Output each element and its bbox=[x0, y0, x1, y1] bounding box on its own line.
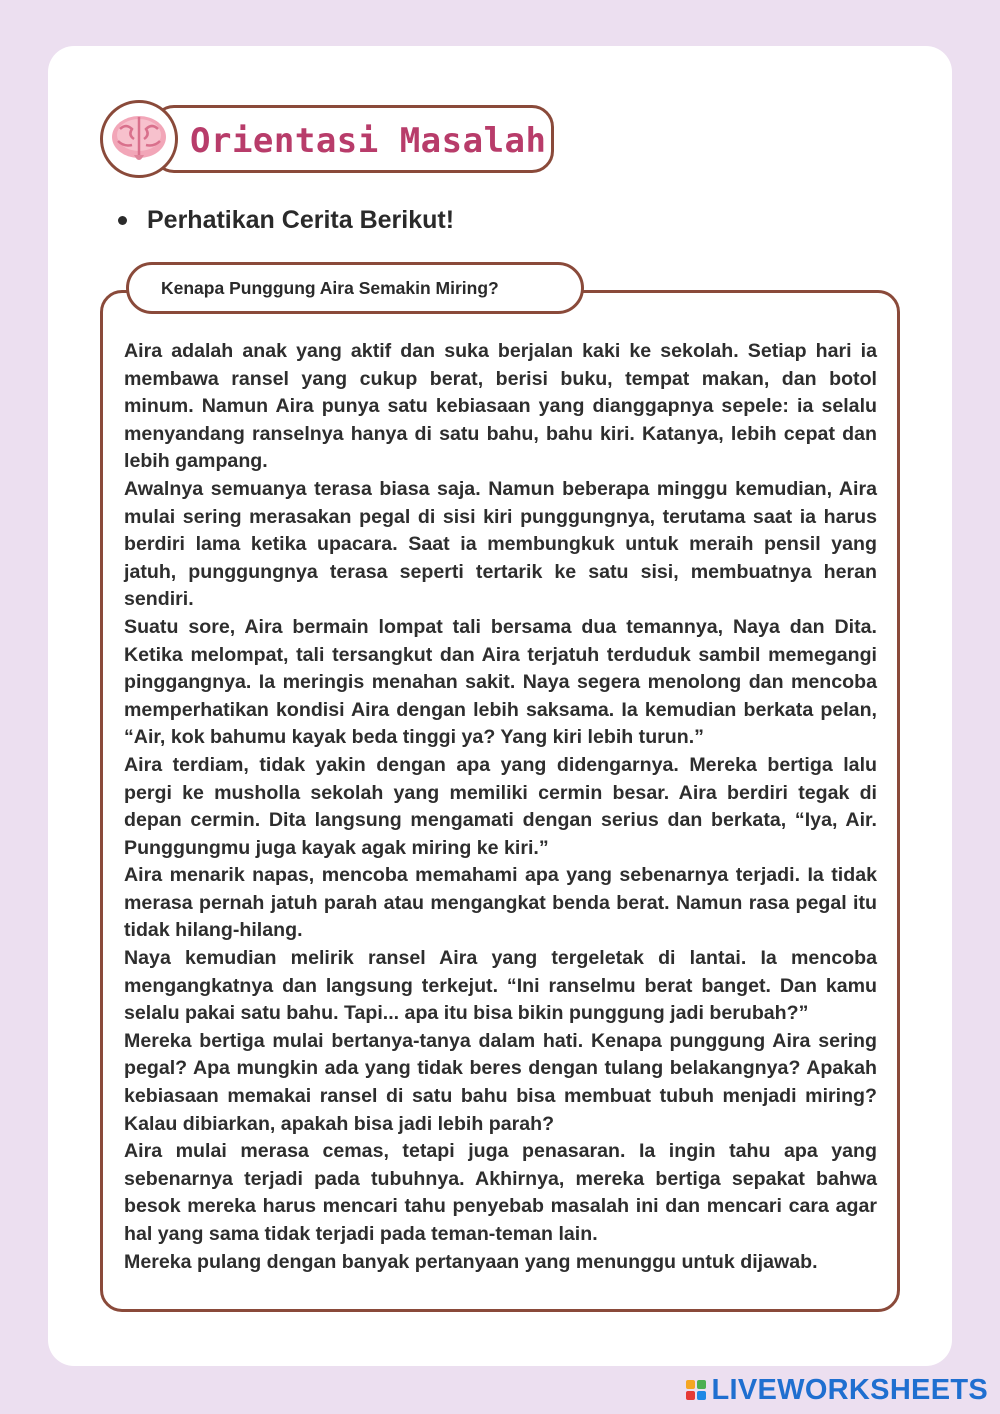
liveworksheets-logo bbox=[686, 1370, 989, 1410]
logo-text: LIVEWORKSHEETS bbox=[711, 1373, 988, 1406]
section-title: Orientasi Masalah bbox=[190, 121, 547, 161]
instruction-text: Perhatikan Cerita Berikut! bbox=[147, 205, 455, 234]
story-paragraph: Suatu sore, Aira bermain lompat tali bersama dua temannya, Naya dan Dita. Ketika melompat, tali tersangkut dan Aira terjatuh terduduk sambil memegangi pinggangnya. Ia meringis menahan sakit. Naya segera menolong dan mencoba memperhatikan kondisi Aira dengan lebih saksama. Ia kemudian berkata pelan, “Air, kok bahumu kayak beda tinggi ya? Yang kiri lebih turun.” bbox=[124, 615, 877, 749]
story-paragraph: Mereka pulang dengan banyak pertanyaan yang menunggu untuk dijawab. bbox=[124, 1250, 818, 1273]
story-title-tab bbox=[126, 262, 584, 314]
story-paragraph: Aira mulai merasa cemas, tetapi juga penasaran. Ia ingin tahu apa yang sebenarnya terjadi pada tubuhnya. Akhirnya, mereka bertiga sepakat bahwa besok mereka harus mencari tahu penyebab masalah ini dan mencari cara agar hal yang sama tidak terjadi pada teman-teman lain. bbox=[124, 1140, 877, 1245]
bullet-icon bbox=[118, 216, 127, 225]
story-title: Kenapa Punggung Aira Semakin Miring? bbox=[161, 277, 499, 298]
story-text bbox=[124, 338, 877, 1276]
story-paragraph: Aira adalah anak yang aktif dan suka berjalan kaki ke sekolah. Setiap hari ia membawa ransel yang cukup berat, berisi buku, tempat makan, dan botol minum. Namun Aira punya satu kebiasaan yang dianggapnya sepele: ia selalu menyandang ranselnya hanya di satu bahu, bahu kiri. Katanya, lebih cepat dan lebih gampang. bbox=[124, 340, 877, 473]
story-paragraph: Aira menarik napas, mencoba memahami apa yang sebenarnya terjadi. Ia tidak merasa pernah jatuh parah atau mengangkat benda berat. Namun rasa pegal itu tidak hilang-hilang. bbox=[124, 864, 877, 942]
brain-icon bbox=[100, 100, 178, 178]
story-paragraph: Aira terdiam, tidak yakin dengan apa yang didengarnya. Mereka bertiga lalu pergi ke musholla sekolah yang memiliki cermin besar. Aira berdiri tegak di depan cermin. Dita langsung mengamati dengan serius dan berkata, “Iya, Air. Punggungmu juga kayak agak miring ke kiri.” bbox=[124, 753, 877, 859]
logo-blocks-icon bbox=[686, 1380, 706, 1400]
story-paragraph: Mereka bertiga mulai bertanya-tanya dalam hati. Kenapa punggung Aira sering pegal? Apa mungkin ada yang tidak beres dengan tulang belakangnya? Apakah kebiasaan memakai ransel di satu bahu bisa membuat tubuh menjadi miring? Kalau dibiarkan, apakah bisa jadi lebih parah? bbox=[124, 1029, 877, 1135]
instruction bbox=[118, 200, 454, 240]
story-paragraph: Naya kemudian melirik ransel Aira yang tergeletak di lantai. Ia mencoba mengangkatnya dan langsung terkejut. “Ini ranselmu berat banget. Dan kamu selalu pakai satu bahu. Tapi... apa itu bisa bikin punggung jadi berubah?” bbox=[124, 947, 877, 1025]
story-paragraph: Awalnya semuanya terasa biasa saja. Namun beberapa minggu kemudian, Aira mulai sering merasakan pegal di sisi kiri punggungnya, terutama saat ia harus berdiri lama ketika upacara. Saat ia membungkuk untuk meraih pensil yang jatuh, punggungnya terasa seperti tertarik ke satu sisi, membuatnya heran sendiri. bbox=[124, 477, 877, 611]
